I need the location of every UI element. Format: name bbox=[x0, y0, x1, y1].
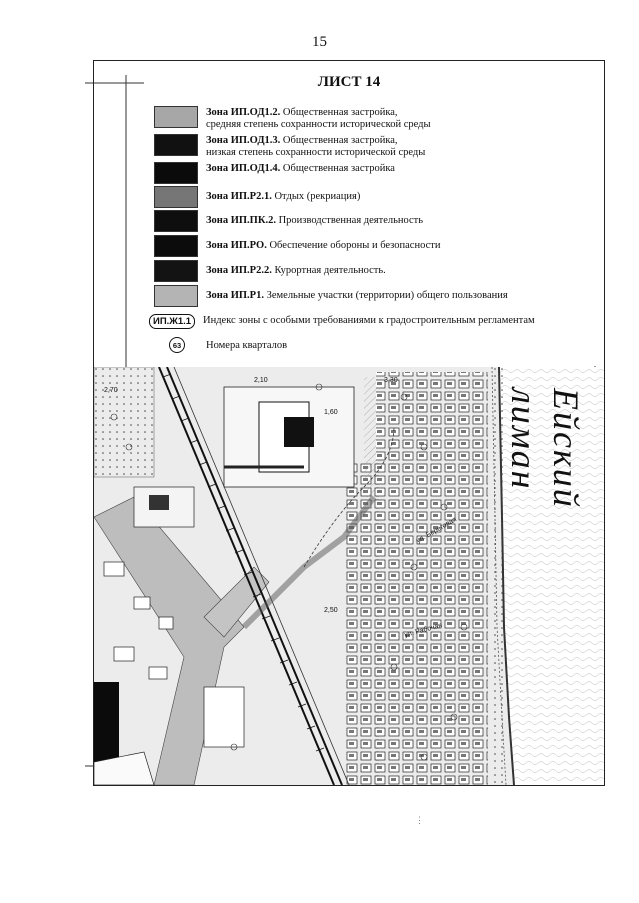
swatch bbox=[154, 210, 198, 232]
legend-text: Номера кварталов bbox=[206, 340, 288, 351]
legend-text: Зона ИП.ОД1.2. Общественная застройка, средняя степень сохранности исторической среды bbox=[206, 107, 431, 130]
swatch bbox=[154, 134, 198, 156]
swatch bbox=[154, 162, 198, 184]
sheet-title: ЛИСТ 14 bbox=[317, 74, 381, 90]
legend-item-r2-2 bbox=[154, 259, 604, 285]
legend-item-ro bbox=[154, 234, 604, 260]
legend-text: Зона ИП.ПК.2. Производственная деятельность bbox=[206, 215, 424, 226]
legend-text: Зона ИП.Р1. Земельные участки (территории) общего пользования bbox=[206, 290, 508, 301]
zone-index-badge: ИП.Ж1.1 bbox=[149, 314, 195, 329]
scan-mark: ⋮ bbox=[415, 815, 424, 825]
elevation-label: 2,50 bbox=[324, 607, 338, 614]
legend-text: Зона ИП.Р2.1. Отдых (рекриация) bbox=[206, 191, 361, 202]
quarter-number-badge: 63 bbox=[169, 337, 185, 353]
elevation-label: 2,10 bbox=[254, 377, 268, 384]
legend-item-od1-4 bbox=[154, 161, 604, 187]
elevation-label: 3,30 bbox=[384, 377, 398, 384]
legend-item-r2-1 bbox=[154, 185, 604, 211]
street-label-beregovaya: ул. Береговая bbox=[415, 516, 458, 545]
street-label-rabochaya: ул. Рабочая bbox=[403, 622, 443, 639]
swatch bbox=[154, 186, 198, 208]
legend-item-pk-2 bbox=[154, 209, 604, 235]
legend-item-od1-2 bbox=[154, 105, 604, 131]
legend-item-od1-3 bbox=[154, 133, 604, 159]
legend-item-index bbox=[149, 314, 599, 330]
legend-text: Зона ИП.ОД1.3. Общественная застройка, низкая степень сохранности исторической среды bbox=[206, 135, 426, 158]
legend-text: Зона ИП.РО. Обеспечение обороны и безопасности bbox=[206, 240, 441, 251]
legend-text: Зона ИП.ОД1.4. Общественная застройка bbox=[206, 163, 395, 174]
elevation-label: 2,70 bbox=[104, 387, 118, 394]
legend-text: Индекс зоны с особыми требованиями к градостроительным регламентам bbox=[203, 315, 535, 326]
swatch bbox=[154, 106, 198, 128]
swatch bbox=[154, 235, 198, 257]
legend-item-quarter bbox=[154, 337, 604, 355]
legend-text: Зона ИП.Р2.2. Курортная деятельность. bbox=[206, 265, 386, 276]
swatch bbox=[154, 285, 198, 307]
legend bbox=[144, 61, 604, 366]
page-number: 15 bbox=[312, 34, 327, 50]
water-label: Ейский лиман bbox=[504, 388, 586, 509]
swatch bbox=[154, 260, 198, 282]
elevation-label: 1,60 bbox=[324, 409, 338, 416]
legend-item-r1 bbox=[154, 284, 604, 310]
